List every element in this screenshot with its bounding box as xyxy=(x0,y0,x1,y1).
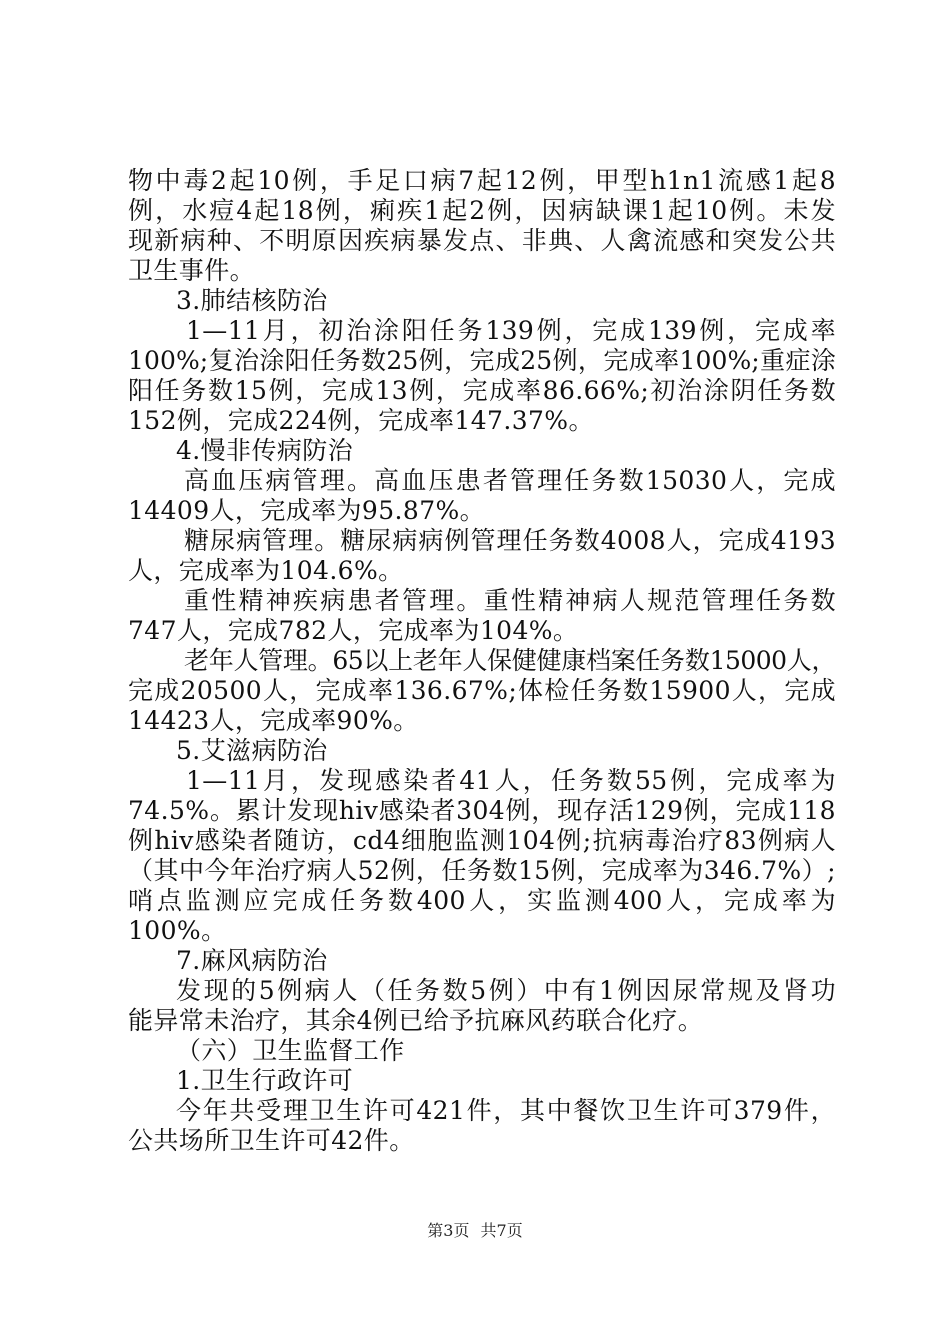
text-line: 公共场所卫生许可42件。 xyxy=(128,1126,415,1155)
document-body xyxy=(128,166,836,1156)
section-heading: （六）卫生监督工作 xyxy=(176,1036,405,1065)
text-line: 14423人，完成率90%。 xyxy=(128,706,419,735)
text-line: （其中今年治疗病人52例，任务数15例，完成率为346.7%）; xyxy=(128,856,836,885)
text-line: 物中毒2起10例，手足口病7起12例，甲型h1n1流感1起8 xyxy=(128,166,836,195)
text-line: 100%。 xyxy=(128,916,227,945)
text-line: 747人，完成782人，完成率为104%。 xyxy=(128,616,579,645)
text-line: 1—11月，发现感染者41人，任务数55例，完成率为 xyxy=(186,766,836,795)
text-line: 能异常未治疗，其余4例已给予抗麻风药联合化疗。 xyxy=(128,1006,704,1035)
text-line: 人，完成率为104.6%。 xyxy=(128,556,404,585)
section-heading: 3.肺结核防治 xyxy=(176,286,328,315)
text-line: 152例，完成224例，完成率147.37%。 xyxy=(128,406,594,435)
text-line: 老年人管理。65以上老年人保健健康档案任务数15000人， xyxy=(184,646,836,675)
text-line: 1—11月，初治涂阳任务139例，完成139例，完成率 xyxy=(186,316,836,345)
text-line: 高血压病管理。高血压患者管理任务数15030人，完成 xyxy=(184,466,836,495)
text-line: 卫生事件。 xyxy=(128,256,256,285)
page-total: 共7页 xyxy=(480,1221,523,1240)
page-number: 第3页 xyxy=(427,1221,470,1240)
text-line: 哨点监测应完成任务数400人，实监测400人，完成率为 xyxy=(128,886,836,915)
section-heading: 1.卫生行政许可 xyxy=(176,1066,354,1095)
section-heading: 5.艾滋病防治 xyxy=(176,736,328,765)
text-line: 74.5%。累计发现hiv感染者304例，现存活129例，完成118 xyxy=(128,796,836,825)
text-line: 现新病种、不明原因疾病暴发点、非典、人禽流感和突发公共 xyxy=(128,226,836,255)
text-line: 重性精神疾病患者管理。重性精神病人规范管理任务数 xyxy=(184,586,836,615)
text-line: 完成20500人，完成率136.67%;体检任务数15900人，完成 xyxy=(128,676,836,705)
page-footer xyxy=(0,1218,950,1241)
text-line: 14409人，完成率为95.87%。 xyxy=(128,496,486,525)
section-heading: 7.麻风病防治 xyxy=(176,946,328,975)
text-line: 100%;复治涂阳任务数25例，完成25例，完成率100%;重症涂 xyxy=(128,346,836,375)
text-line: 阳任务数15例，完成13例，完成率86.66%;初治涂阴任务数 xyxy=(128,376,836,405)
text-line: 糖尿病管理。糖尿病病例管理任务数4008人，完成4193 xyxy=(184,526,836,555)
text-line: 例hiv感染者随访，cd4细胞监测104例;抗病毒治疗83例病人 xyxy=(128,826,836,855)
text-line: 发现的5例病人（任务数5例）中有1例因尿常规及肾功 xyxy=(176,976,836,1005)
section-heading: 4.慢非传病防治 xyxy=(176,436,354,465)
text-line: 例，水痘4起18例，痢疾1起2例，因病缺课1起10例。未发 xyxy=(128,196,836,225)
text-line: 今年共受理卫生许可421件，其中餐饮卫生许可379件， xyxy=(176,1096,836,1125)
